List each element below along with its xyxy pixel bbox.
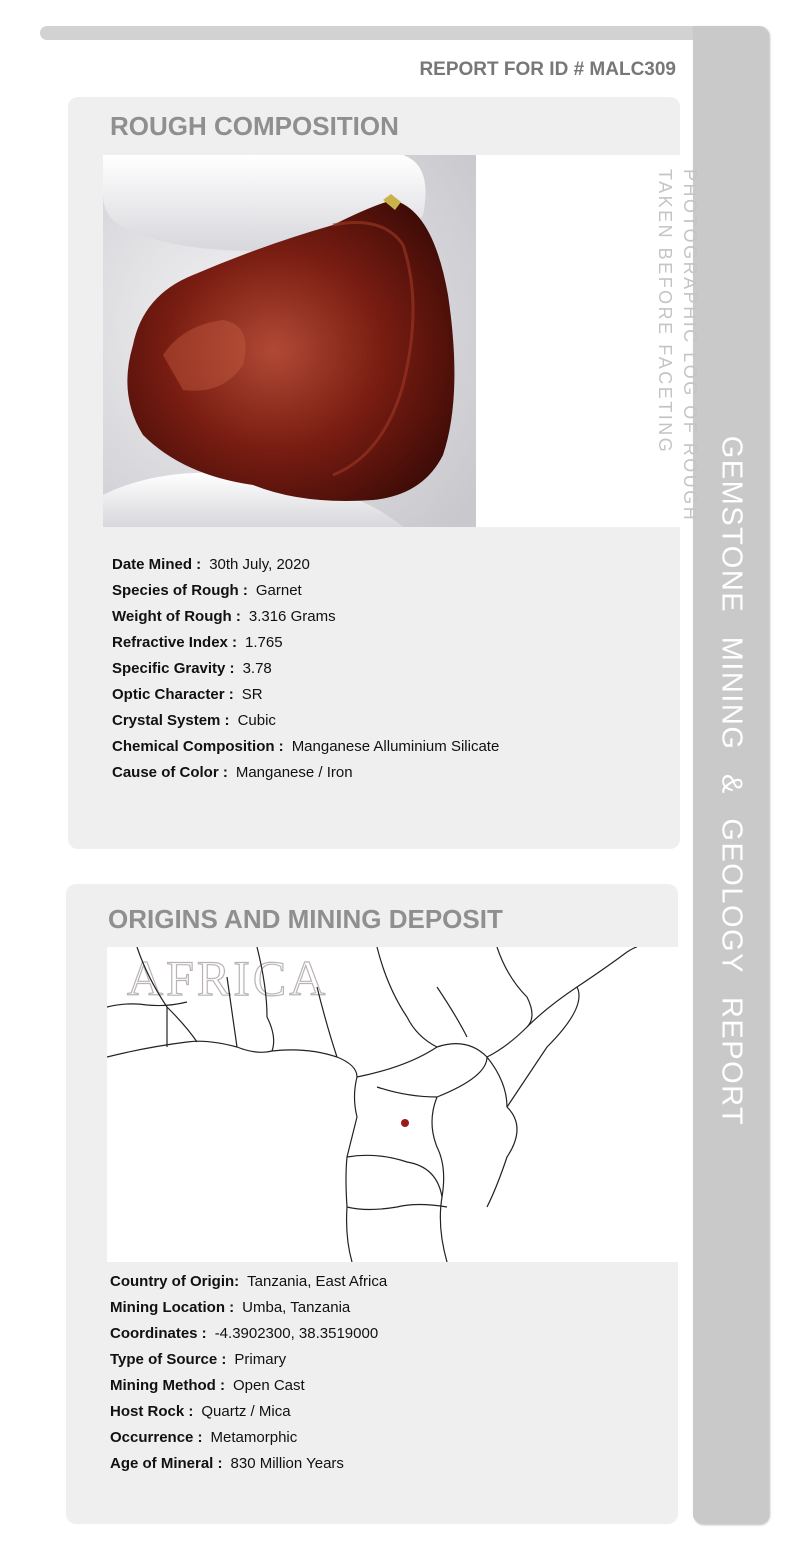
spec-value: Umba, Tanzania <box>242 1299 351 1316</box>
spec-value: Cubic <box>237 712 276 729</box>
spec-label: Mining Method : <box>110 1377 225 1394</box>
spec-row <box>110 1429 387 1455</box>
spec-row <box>110 1455 387 1481</box>
spec-value: Open Cast <box>232 1377 305 1394</box>
spec-label: Mining Location : <box>110 1299 235 1316</box>
spec-label: Chemical Composition : <box>112 738 284 755</box>
spec-value: SR <box>241 686 263 703</box>
spec-value: 30th July, 2020 <box>209 556 310 573</box>
spec-label: Cause of Color : <box>112 764 228 781</box>
spec-row <box>112 608 499 634</box>
spec-value: 3.316 Grams <box>248 608 336 625</box>
spec-row <box>112 764 499 790</box>
spec-row <box>112 660 499 686</box>
spec-row <box>110 1403 387 1429</box>
spec-label: Date Mined : <box>112 556 202 573</box>
spec-label: Crystal System : <box>112 712 230 729</box>
spec-row <box>110 1377 387 1403</box>
spec-value: Quartz / Mica <box>201 1403 291 1420</box>
rough-composition-title: ROUGH COMPOSITION <box>110 111 399 141</box>
spec-label: Coordinates : <box>110 1325 207 1342</box>
photo-white-area <box>476 155 680 527</box>
spec-value: Garnet <box>255 582 302 599</box>
spec-label: Occurrence : <box>110 1429 203 1446</box>
origins-panel <box>66 884 678 1524</box>
spec-row <box>112 712 499 738</box>
spec-value: Manganese / Iron <box>235 764 353 781</box>
side-title: GEMSTONE MINING & GEOLOGY REPORT <box>715 435 748 1127</box>
spec-value: 3.78 <box>242 660 272 677</box>
photo-caption-line2: TAKEN BEFORE FACETING <box>655 169 675 455</box>
spec-row <box>112 582 499 608</box>
photo-caption-line1: PHOTOGRAPHIC LOG OF ROUGH <box>680 169 700 523</box>
spec-row <box>110 1299 387 1325</box>
spec-label: Country of Origin: <box>110 1273 240 1290</box>
spec-label: Type of Source : <box>110 1351 227 1368</box>
spec-value: Manganese Alluminium Silicate <box>291 738 500 755</box>
spec-row <box>110 1273 387 1299</box>
spec-row <box>112 634 499 660</box>
spec-label: Optic Character : <box>112 686 234 703</box>
spec-row <box>112 556 499 582</box>
africa-map <box>107 947 678 1262</box>
spec-label: Specific Gravity : <box>112 660 235 677</box>
photo-caption <box>652 169 702 522</box>
spec-label: Age of Mineral : <box>110 1455 223 1472</box>
spec-value: Metamorphic <box>210 1429 298 1446</box>
spec-row <box>112 738 499 764</box>
map-label: AFRICA <box>127 950 329 1006</box>
gem-illustration <box>103 155 476 527</box>
spec-label: Host Rock : <box>110 1403 194 1420</box>
spec-label: Species of Rough : <box>112 582 248 599</box>
side-title-wrap <box>693 26 769 1524</box>
spec-label: Weight of Rough : <box>112 608 241 625</box>
spec-row <box>112 686 499 712</box>
spec-row <box>110 1325 387 1351</box>
origins-title: ORIGINS AND MINING DEPOSIT <box>108 904 503 934</box>
report-id: REPORT FOR ID # MALC309 <box>419 59 676 80</box>
spec-value: Primary <box>234 1351 287 1368</box>
mine-location-marker <box>401 1119 409 1127</box>
africa-map-drawing <box>107 947 678 1262</box>
top-bar <box>40 26 730 40</box>
spec-value: 830 Million Years <box>230 1455 344 1472</box>
rough-composition-panel <box>68 97 700 849</box>
rough-specs-list <box>112 556 499 790</box>
rough-gem-photo <box>103 155 476 527</box>
spec-value: -4.3902300, 38.3519000 <box>214 1325 379 1342</box>
spec-label: Refractive Index : <box>112 634 238 651</box>
origins-specs-list <box>110 1273 387 1481</box>
spec-row <box>110 1351 387 1377</box>
spec-value: Tanzania, East Africa <box>247 1273 388 1290</box>
spec-value: 1.765 <box>245 634 283 651</box>
